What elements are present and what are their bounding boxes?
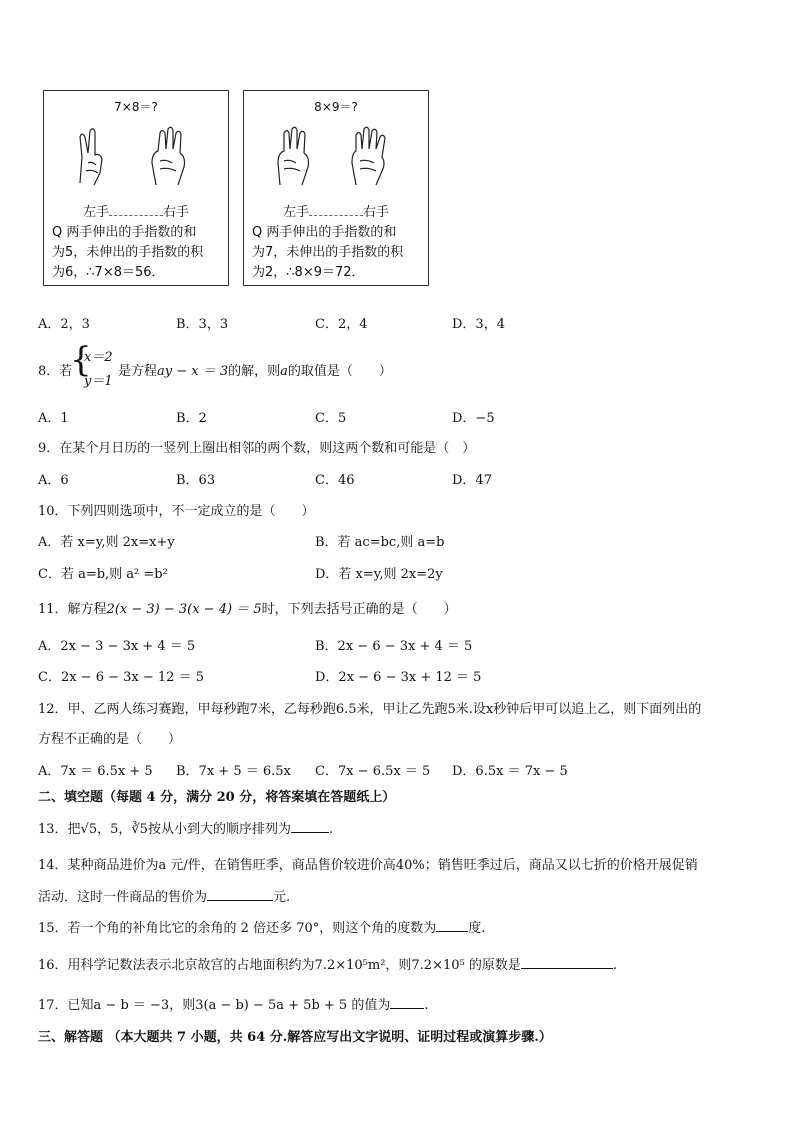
hand-gesture-icon: [272, 123, 402, 189]
question-16: [38, 954, 617, 973]
figure-panel-2: [243, 90, 429, 286]
option-d: D．2x − 6 − 3x + 12 ＝ 5: [315, 670, 482, 685]
option-d: D．−5: [452, 411, 495, 426]
question-text: 若: [59, 364, 73, 379]
hand-labels: [244, 201, 428, 220]
equation: ay − x ＝ 3: [157, 364, 229, 379]
question-text: 按从小到大的顺序排列为: [147, 822, 291, 837]
question-11: [38, 598, 457, 617]
option-a: A．1: [38, 411, 69, 426]
question-text: 16．用科学记数法表示北京故宫的占地面积约为7.2×10⁵m²，则7.2×10⁵ 的原数是: [38, 958, 521, 973]
answer-blank[interactable]: [207, 888, 273, 901]
question-9: 9．在某个月日历的一竖列上圈出相邻的两个数，则这两个数和可能是（ ）: [38, 441, 476, 456]
option-d: D．47: [452, 473, 492, 488]
right-hand-label: 右手: [163, 205, 190, 220]
wavy-underline: [309, 205, 363, 216]
caption-line: 为6，∴7×8＝56．: [52, 265, 165, 280]
question-number: 8．: [38, 364, 60, 379]
option-a: A．若 x=y,则 2x=x+y: [38, 535, 175, 550]
option-a: A．7x ＝ 6.5x + 5: [38, 764, 153, 779]
option-b: B．若 ac=bc,则 a=b: [315, 535, 445, 550]
radical: √5: [80, 822, 98, 837]
question-text: 15．若一个角的补角比它的余角的 2 倍还多 70°，则这个角的度数为: [38, 921, 437, 936]
option-b: B．63: [176, 473, 216, 488]
option-b: B．2x − 6 − 3x + 4 ＝ 5: [315, 639, 473, 654]
system-line-1: x＝2: [84, 350, 113, 365]
question-text: 活动．这时一件商品的售价为: [38, 890, 208, 905]
question-text: 13．把: [38, 822, 81, 837]
option-c: C．2x − 6 − 3x − 12 ＝ 5: [38, 670, 204, 685]
question-10: 10．下列四则选项中，不一定成立的是（ ）: [38, 504, 315, 519]
equation: 2(x − 3) − 3(x − 4) ＝ 5: [106, 602, 262, 617]
option-b: B．7x + 5 ＝ 6.5x: [176, 764, 291, 779]
option-b: B．3，3: [176, 317, 229, 332]
hand-gesture-icon: [72, 123, 202, 189]
answer-blank[interactable]: [291, 820, 329, 833]
option-a: A．2x − 3 − 3x + 4 ＝ 5: [38, 639, 196, 654]
section-heading-fill-in: 二、填空题（每题 4 分，满分 20 分，将答案填在答题纸上）: [38, 790, 396, 805]
question-text: .: [612, 958, 617, 973]
caption-line: Q 两手伸出的手指数的和: [252, 225, 397, 240]
question-text: 度.: [468, 921, 486, 936]
left-hand-label: 左手: [282, 205, 309, 220]
system-line-2: y＝1: [84, 374, 113, 389]
question-12-line-1: 12．甲、乙两人练习赛跑，甲每秒跑7米，乙每秒跑6.5米，甲让乙先跑5米.设x秒钟后甲可以追上乙，则下面列出的: [38, 702, 702, 717]
question-text: 的取值是（ ）: [287, 364, 392, 379]
question-17: [38, 994, 428, 1013]
variable: a: [280, 364, 288, 379]
option-c: C．若 a=b,则 a² =b²: [38, 567, 168, 582]
panel-caption: [52, 223, 203, 283]
option-b: B．2: [176, 411, 207, 426]
answer-blank[interactable]: [390, 996, 424, 1009]
answer-blank[interactable]: [436, 919, 468, 932]
question-12-line-2: 方程不正确的是（ ）: [38, 732, 182, 747]
question-15: [38, 917, 485, 936]
panel-caption: [252, 223, 403, 283]
question-8-text: [118, 360, 392, 379]
figure-panel-1: [43, 90, 229, 286]
hands-illustration: [272, 123, 402, 193]
question-text: 时，下列去括号正确的是（ ）: [261, 602, 457, 617]
question-text: 是方程: [118, 364, 158, 379]
answer-blank[interactable]: [521, 956, 613, 969]
hand-labels: [44, 201, 228, 220]
question-text: 17．已知a − b ＝ −3，则3(a − b) − 5a + 5b + 5 的值为: [38, 998, 391, 1013]
option-c: C．46: [315, 473, 355, 488]
panel-equation: 8×9＝?: [314, 100, 358, 114]
caption-line: 为2，∴8×9＝72．: [252, 265, 365, 280]
option-d: D．6.5x ＝ 7x − 5: [452, 764, 568, 779]
caption-line: Q 两手伸出的手指数的和: [52, 225, 197, 240]
option-a: A．2，3: [38, 317, 90, 332]
option-d: D．若 x=y,则 2x=2y: [315, 567, 443, 582]
right-hand-label: 右手: [363, 205, 390, 220]
section-heading-solutions: 三、解答题 （本大题共 7 小题，共 64 分.解答应写出文字说明、证明过程或演算步骤.）: [38, 1030, 552, 1045]
option-d: D．3，4: [452, 317, 505, 332]
wavy-underline: [109, 205, 163, 216]
option-c: C．5: [315, 411, 347, 426]
question-14-line-2: [38, 886, 290, 905]
question-13: [38, 818, 333, 837]
radical: ∛5: [131, 822, 148, 837]
question-text: 元.: [273, 890, 291, 905]
option-c: C．2，4: [315, 317, 368, 332]
option-c: C．7x − 6.5x ＝ 5: [315, 764, 431, 779]
question-text: ，5，: [97, 822, 132, 837]
system-brace: {: [70, 340, 92, 380]
caption-line: 为5，未伸出的手指数的积: [52, 245, 204, 260]
question-text: 11．解方程: [38, 602, 107, 617]
question-8: [38, 360, 72, 379]
question-14-line-1: 14．某种商品进价为a 元/件，在销售旺季，商品售价较进价高40%；销售旺季过后，商品又以七折的价格开展促销: [38, 858, 698, 873]
left-hand-label: 左手: [82, 205, 109, 220]
question-text: .: [424, 998, 429, 1013]
caption-line: 为7，未伸出的手指数的积: [252, 245, 404, 260]
panel-equation: 7×8＝?: [114, 100, 158, 114]
option-a: A．6: [38, 473, 69, 488]
question-text: .: [328, 822, 334, 837]
hands-illustration: [72, 123, 202, 193]
question-text: 的解，则: [228, 364, 281, 379]
